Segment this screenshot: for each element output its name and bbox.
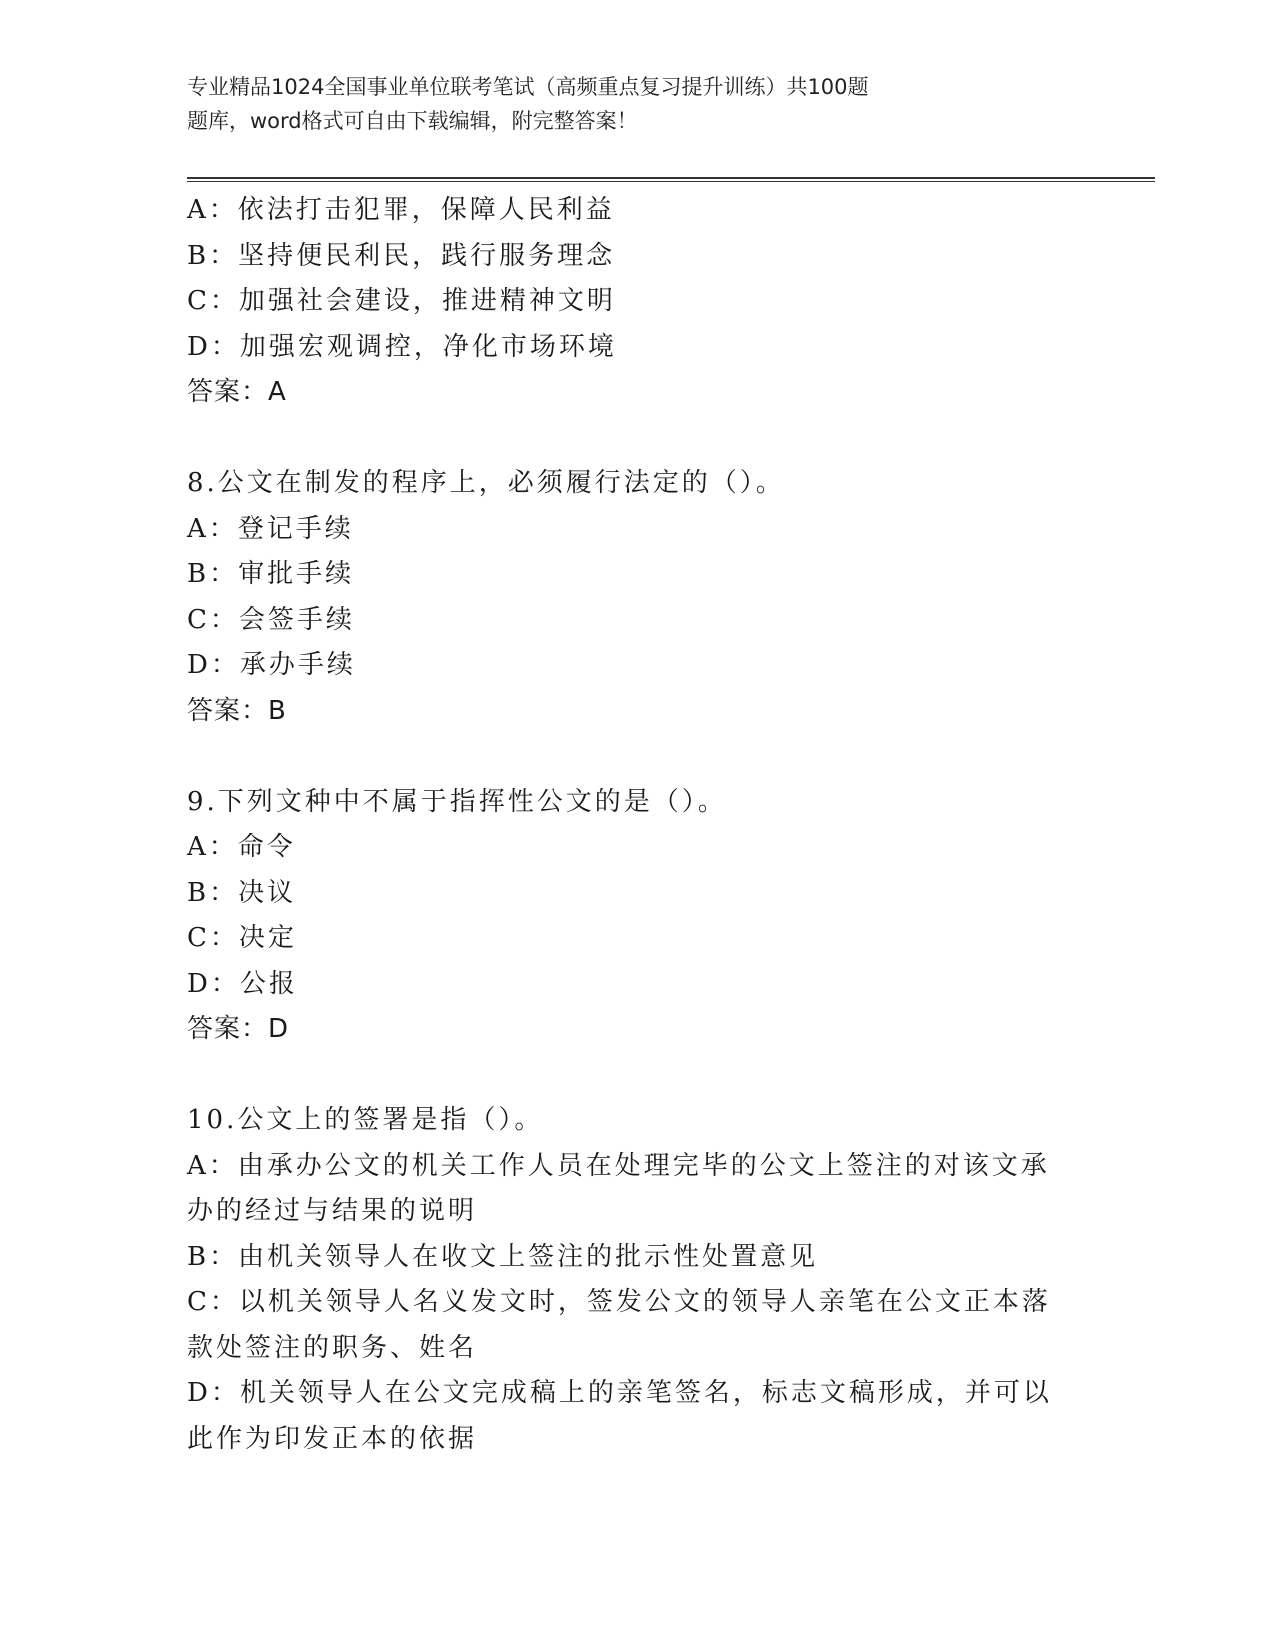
option-c: C：加强社会建设，推进精神文明 — [187, 286, 616, 316]
option-b: B：由机关领导人在收文上签注的批示性处置意见 — [187, 1241, 819, 1272]
header-title-line-2: 题库，word格式可自由下载编辑，附完整答案！ — [187, 109, 638, 133]
option-a: A：依法打击犯罪，保障人民利益 — [187, 195, 615, 225]
spacer — [187, 1053, 1077, 1099]
option-c: C：决定 — [187, 923, 297, 953]
option-d: D：加强宏观调控，净化市场环境 — [187, 331, 617, 362]
answer-line: 答案：B — [187, 695, 287, 726]
option-b: B：决议 — [187, 877, 297, 908]
header-divider-thin — [187, 181, 1155, 182]
option-c: C：以机关领导人名义发文时，签发公文的领导人亲笔在公文正本落款处签注的职务、姓名 — [187, 1287, 1051, 1363]
answer-line: 答案：A — [187, 377, 287, 407]
option-b: B：坚持便民利民，践行服务理念 — [187, 240, 616, 271]
header-divider-thick — [187, 177, 1155, 179]
option-a: A：登记手续 — [187, 513, 354, 544]
question-text: 9.下列文种中不属于指挥性公文的是（）。 — [187, 786, 727, 817]
question-block-7 — [187, 188, 1077, 416]
document-header — [187, 70, 1007, 138]
option-a: A：命令 — [187, 832, 296, 862]
question-block-9 — [187, 780, 1077, 1053]
question-block-10 — [187, 1098, 1077, 1462]
header-title-line-1: 专业精品1024全国事业单位联考笔试（高频重点复习提升训练）共100题 — [187, 75, 869, 99]
option-d: D：公报 — [187, 968, 298, 999]
spacer — [187, 734, 1077, 780]
answer-line: 答案：D — [187, 1014, 290, 1044]
option-a: A：由承办公文的机关工作人员在处理完毕的公文上签注的对该文承办的经过与结果的说明 — [187, 1150, 1050, 1226]
question-text: 8.公文在制发的程序上，必须履行法定的（）。 — [187, 468, 785, 498]
option-d: D：机关领导人在公文完成稿上的亲笔签名，标志文稿形成，并可以此作为印发正本的依据 — [187, 1378, 1052, 1454]
question-list — [187, 188, 1077, 1462]
option-d: D：承办手续 — [187, 650, 356, 680]
question-block-8 — [187, 461, 1077, 734]
option-b: B：审批手续 — [187, 559, 355, 589]
spacer — [187, 416, 1077, 462]
option-c: C：会签手续 — [187, 604, 355, 635]
question-text: 10.公文上的签署是指（）。 — [187, 1105, 544, 1135]
